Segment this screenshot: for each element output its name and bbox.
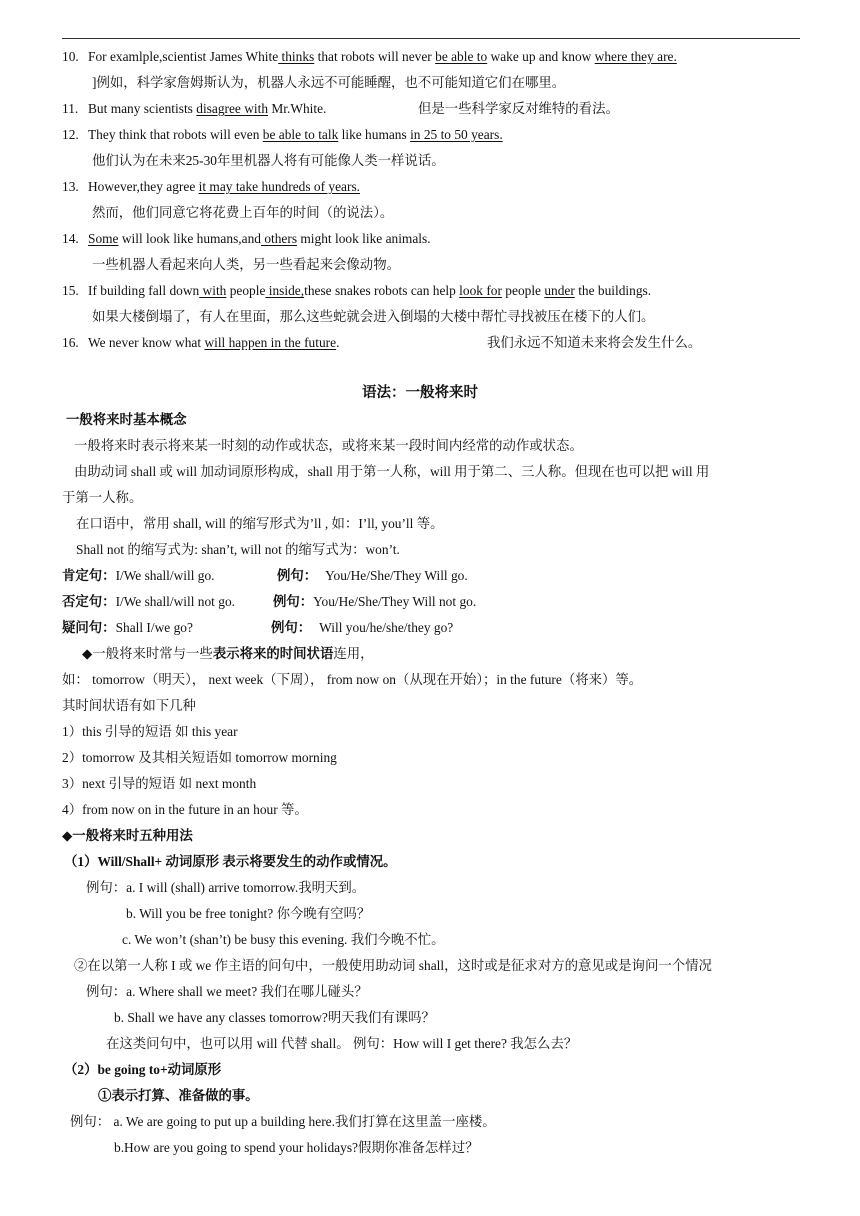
sentence-number: 16.: [62, 335, 79, 350]
example-text: You/He/She/They Will not go.: [313, 594, 477, 609]
sentence-english: [62, 231, 431, 247]
usage-1-heading: （1）Will/Shall+ 动词原形 表示将要发生的动作或情况。: [64, 854, 397, 869]
underlined-phrase: it may take hundreds of years.: [198, 179, 361, 194]
sentence-translation: ]例如，科学家詹姆斯认为，机器人永远不可能睡醒，也不可能知道它们在哪里。: [92, 75, 566, 90]
sentence-text: will look like humans,and: [118, 231, 261, 246]
usage-1-example-c: c. We won’t (shan’t) be busy this evening. 我们今晚不忙。: [122, 932, 445, 947]
concept-paragraph-4: Shall not 的缩写式为: shan’t, will not 的缩写式为：won’t.: [76, 542, 400, 557]
adverb-text-a: ◆一般将来时常与一些: [82, 646, 213, 661]
sentence-translation: 一些机器人看起来向人类，另一些看起来会像动物。: [92, 257, 400, 272]
sentence-number: 12.: [62, 127, 79, 142]
usage-2-example-a: 例句： a. We are going to put up a building here.我们打算在这里盖一座楼。: [70, 1114, 496, 1129]
underlined-phrase: under: [544, 283, 575, 298]
adverbial-type-item: 1）this 引导的短语 如 this year: [62, 724, 238, 739]
sentence-text: For examlple,scientist James White: [88, 49, 279, 64]
sentence-text: They think that robots will even: [88, 127, 263, 142]
concept-paragraph-2b: 于第一人称。: [62, 490, 143, 505]
sentence-number: 13.: [62, 179, 79, 194]
form-label: 否定句：: [62, 594, 116, 609]
usage-1-example-b: b. Will you be free tonight? 你今晚有空吗？: [126, 906, 371, 921]
sentence-english: [62, 335, 339, 351]
underlined-phrase: inside,: [265, 283, 305, 298]
underlined-phrase: disagree with: [196, 101, 269, 116]
form-label: 疑问句：: [62, 620, 116, 635]
form-question-example: [271, 620, 453, 636]
underlined-phrase: be able to: [435, 49, 488, 64]
underlined-phrase: others: [260, 231, 298, 246]
sentence-translation: 我们永远不知道未来将会发生什么。: [487, 335, 702, 350]
underlined-phrase: thinks: [278, 49, 315, 64]
form-text: I/We shall/will go.: [115, 568, 215, 583]
grammar-title: 语法：一般将来时: [362, 385, 478, 401]
form-affirmative: [62, 568, 215, 584]
adverb-text-c: 连用，: [333, 646, 374, 661]
sentence-number: 14.: [62, 231, 79, 246]
form-affirmative-example: [277, 568, 468, 584]
basic-concept-heading: 一般将来时基本概念: [66, 412, 187, 427]
form-question: [62, 620, 193, 636]
example-text: Will you/he/she/they go?: [319, 620, 454, 635]
example-label: 例句：: [271, 620, 312, 635]
usage-1-note: ②在以第一人称 I 或 we 作主语的问句中，一般使用助动词 shall，这时或是征求对方的意见或是询问一个情况: [74, 958, 712, 973]
underlined-phrase: where they are.: [594, 49, 677, 64]
sentence-translation: 但是一些科学家反对维特的看法。: [418, 101, 619, 116]
usage-2-heading: （2）be going to+动词原形: [64, 1062, 222, 1077]
sentence-text: people: [226, 283, 266, 298]
sentence-text: We never know what: [88, 335, 205, 350]
top-rule: [62, 38, 800, 39]
form-text: I/We shall/will not go.: [115, 594, 235, 609]
usage-2-example-b: b.How are you going to spend your holidays?假期你准备怎样过？: [114, 1140, 479, 1155]
underlined-phrase: Some: [88, 231, 119, 246]
form-negative: [62, 594, 235, 610]
underlined-phrase: with: [199, 283, 227, 298]
sentence-text: wake up and know: [487, 49, 595, 64]
sentence-text: people: [501, 283, 545, 298]
usage-heading: ◆一般将来时五种用法: [62, 828, 193, 843]
adverbial-types-intro: 其时间状语有如下几种: [62, 698, 196, 713]
adverbial-type-item: 2）tomorrow 及其相关短语如 tomorrow morning: [62, 750, 337, 765]
sentence-text: If building fall down: [88, 283, 200, 298]
example-label: 例句：: [277, 568, 318, 583]
sentence-number: 15.: [62, 283, 79, 298]
sentence-translation: 如果大楼倒塌了，有人在里面，那么这些蛇就会进入倒塌的大楼中帮忙寻找被压在楼下的人们。: [92, 309, 655, 324]
usage-1-example-a: 例句：a. I will (shall) arrive tomorrow.我明天到。: [86, 880, 366, 895]
sentence-english: [62, 127, 503, 143]
usage-2-subheading: ①表示打算、准备做的事。: [98, 1088, 259, 1103]
underlined-phrase: in 25 to 50 years.: [410, 127, 503, 142]
usage-1-note-2: 在这类问句中，也可以用 will 代替 shall。 例句：How will I get there? 我怎么去？: [106, 1036, 578, 1051]
sentence-text: these snakes robots can help: [304, 283, 460, 298]
sentence-text: might look like animals.: [297, 231, 431, 246]
underlined-phrase: will happen in the future: [204, 335, 337, 350]
time-adverbial-intro: [82, 646, 374, 662]
time-adverbial-examples: 如： tomorrow（明天）， next week（下周）， from now on（从现在开始）；in the future（将来）等。: [62, 672, 643, 687]
sentence-text: that robots will never: [314, 49, 436, 64]
adverbial-type-item: 3）next 引导的短语 如 next month: [62, 776, 257, 791]
sentence-english: [62, 101, 326, 117]
usage-1-example2-a: 例句：a. Where shall we meet? 我们在哪儿碰头？: [86, 984, 368, 999]
sentence-text: But many scientists: [88, 101, 197, 116]
adverbial-type-item: 4）from now on in the future in an hour 等。: [62, 802, 308, 817]
form-label: 肯定句：: [62, 568, 116, 583]
sentence-english: [62, 283, 651, 299]
sentence-text: .: [336, 335, 340, 350]
sentence-translation: 他们认为在未来25-30年里机器人将有可能像人类一样说话。: [92, 153, 445, 168]
usage-1-example2-b: b. Shall we have any classes tomorrow?明天我们有课吗？: [114, 1010, 435, 1025]
sentence-text: like humans: [338, 127, 411, 142]
sentence-number: 10.: [62, 49, 79, 64]
concept-paragraph-1: 一般将来时表示将来某一时刻的动作或状态，或将来某一段时间内经常的动作或状态。: [74, 438, 583, 453]
sentence-text: However,they agree: [88, 179, 199, 194]
sentence-translation: 然而，他们同意它将花费上百年的时间（的说法）。: [92, 205, 394, 220]
example-label: 例句：: [273, 594, 314, 609]
underlined-phrase: be able to talk: [262, 127, 339, 142]
adverb-text-bold: 表示将来的时间状语: [212, 646, 334, 661]
sentence-english: [62, 49, 677, 65]
concept-paragraph-3: 在口语中，常用 shall, will 的缩写形式为’ll , 如：I’ll, you’ll 等。: [76, 516, 444, 531]
sentence-text: Mr.White.: [268, 101, 327, 116]
sentence-english: [62, 179, 360, 195]
underlined-phrase: look for: [459, 283, 502, 298]
form-text: Shall I/we go?: [115, 620, 193, 635]
concept-paragraph-2a: 由助动词 shall 或 will 加动词原形构成，shall 用于第一人称，will 用于第二、三人称。但现在也可以把 will 用: [74, 464, 710, 479]
sentence-text: the buildings.: [574, 283, 652, 298]
form-negative-example: [273, 594, 476, 610]
sentence-number: 11.: [62, 101, 79, 116]
example-text: You/He/She/They Will go.: [325, 568, 468, 583]
